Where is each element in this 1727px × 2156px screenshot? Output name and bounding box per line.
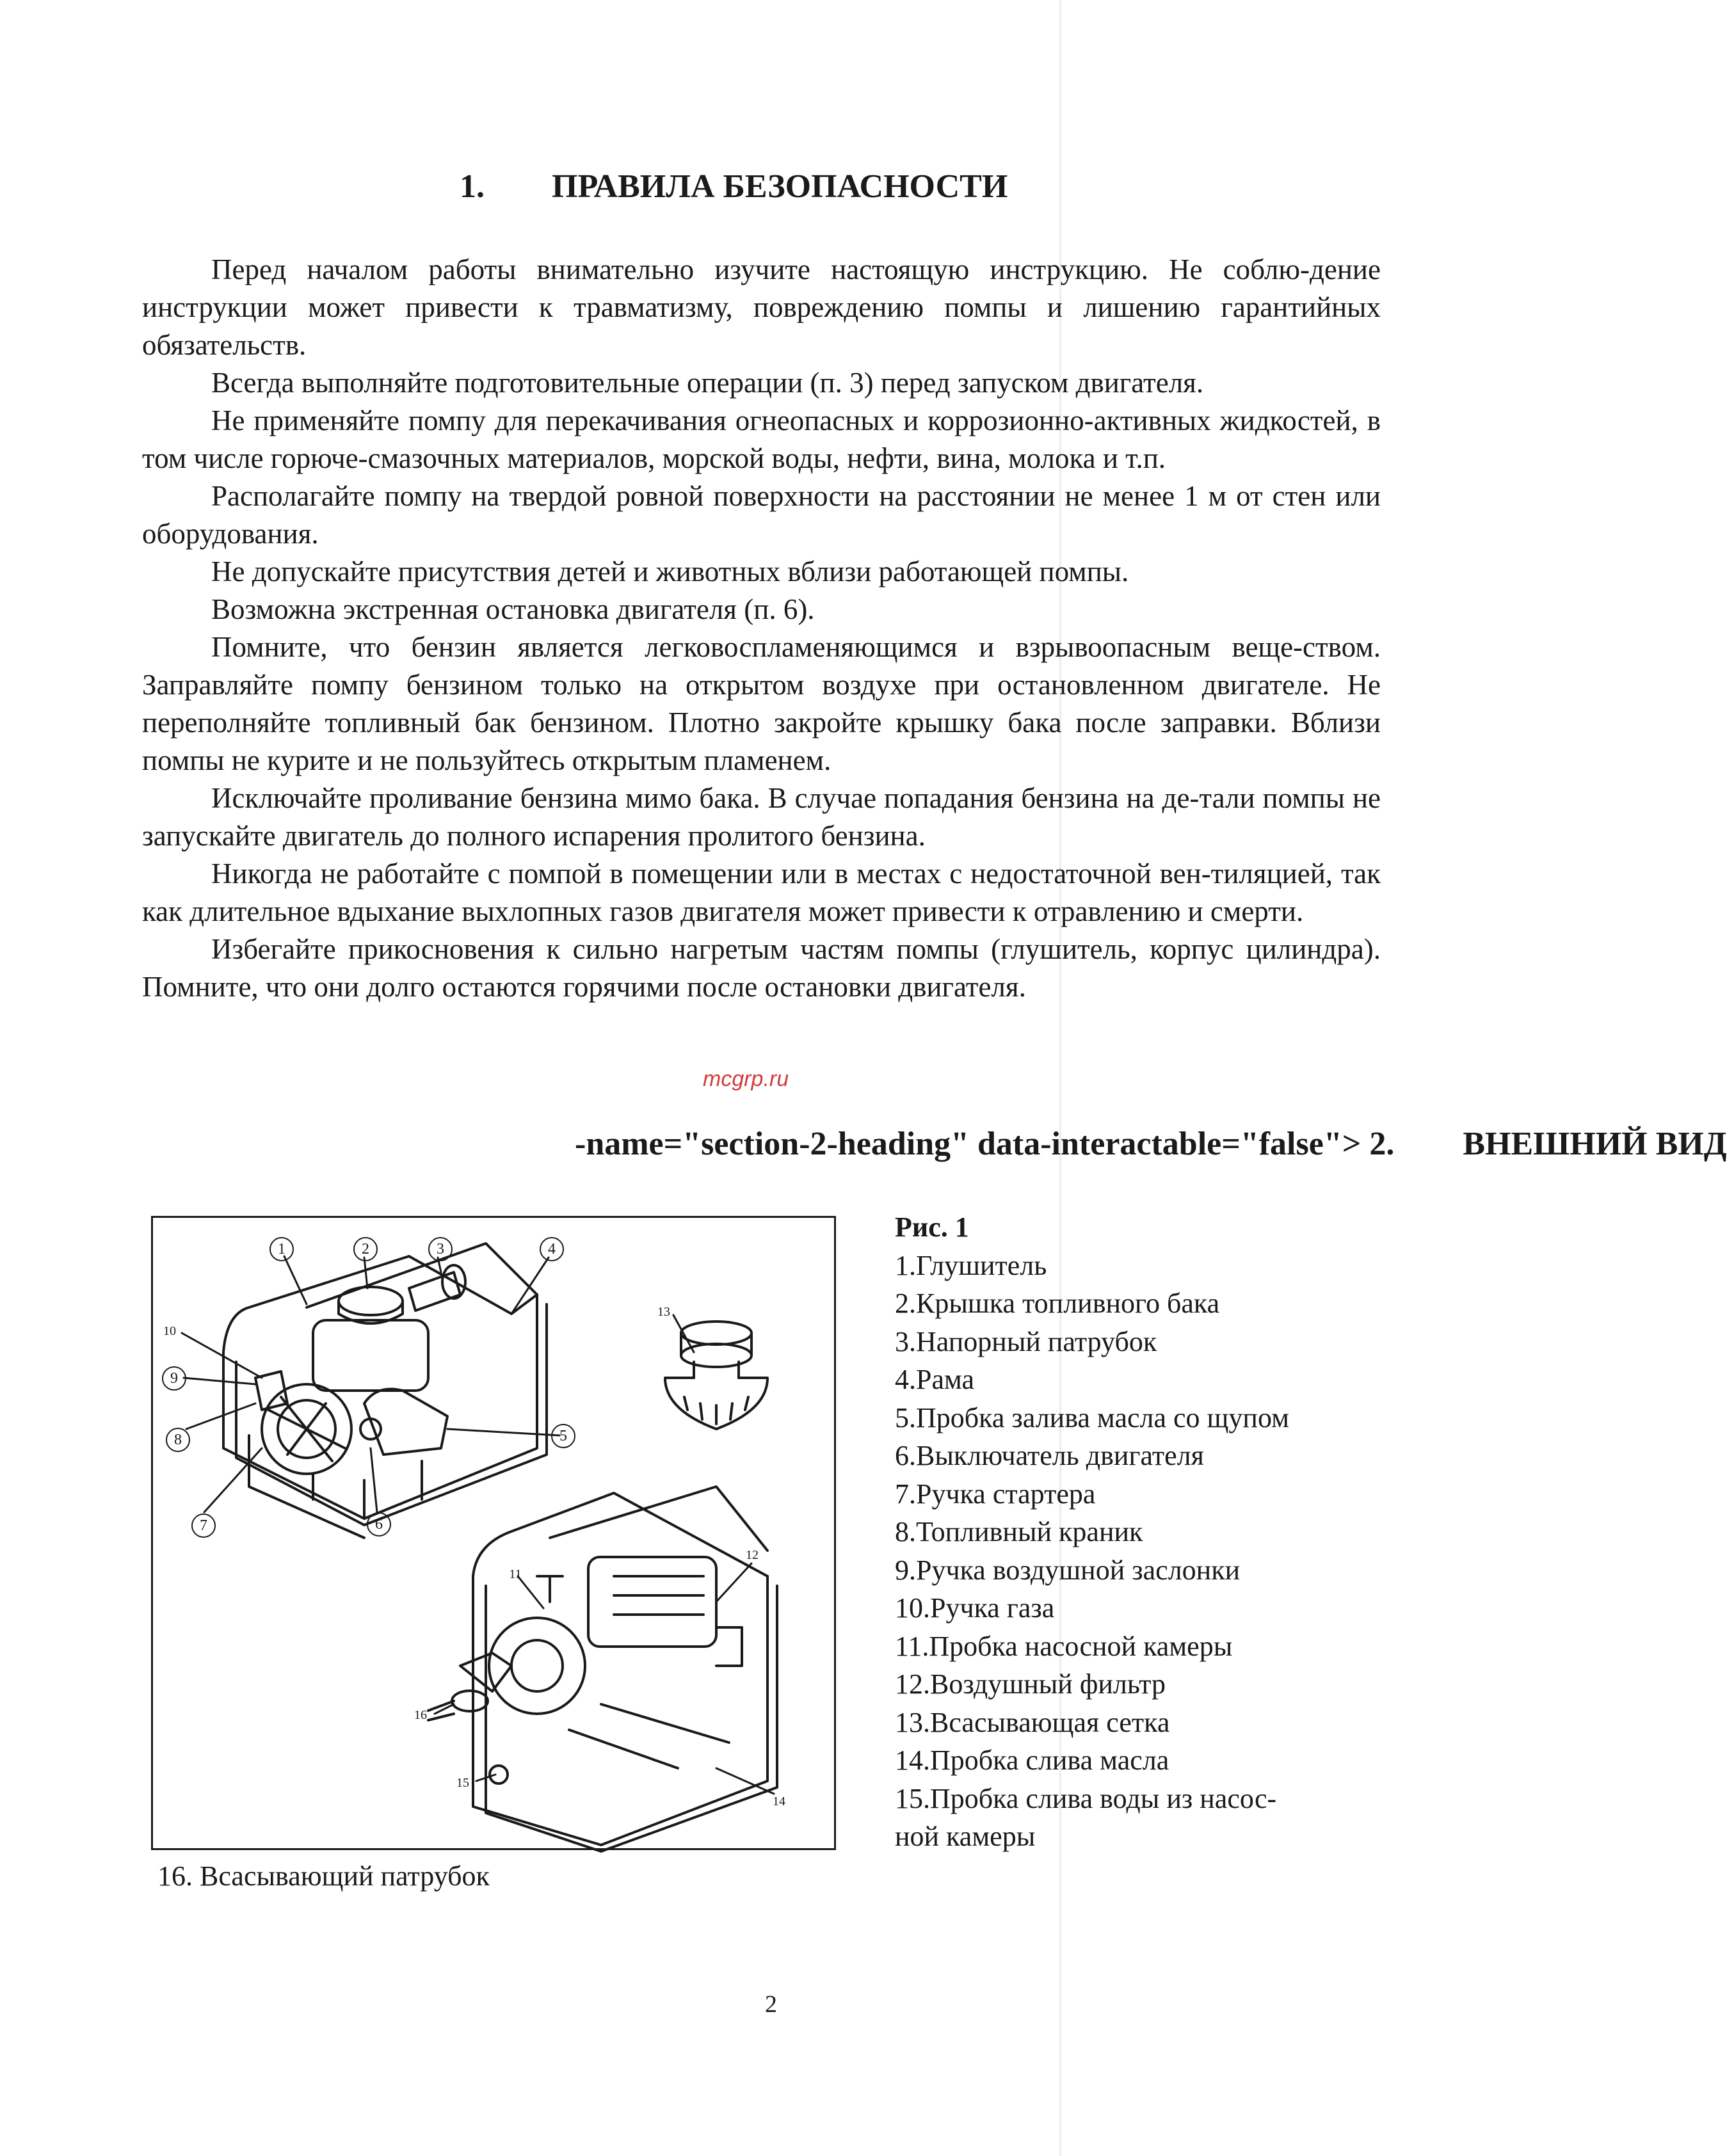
callout-9: 9 [162,1366,186,1391]
callout-16: 16 [414,1708,427,1722]
callout-1: 1 [269,1237,294,1261]
callout-14: 14 [773,1794,785,1809]
safety-rules-text [142,251,1381,1006]
legend-item: 1.Глушитель [895,1249,1047,1281]
paragraph: Исключайте проливание бензина мимо бака. В случае попадания бензина на де-тали помпы не запускайте двигатель до полного испарения пролитого бензина. [142,782,1381,852]
legend-item: 3.Напорный патрубок [895,1325,1157,1357]
legend-item: 10.Ручка газа [895,1592,1055,1624]
paragraph: Не применяйте помпу для перекачивания огнеопасных и коррозионно-активных жидкостей, в том числе горюче-смазочных материалов, морской воды, нефти, вина, молока и т.п. [142,404,1381,474]
legend-item: 12.Воздушный фильтр [895,1668,1166,1700]
section-2-title: ВНЕШНИЙ ВИД [1463,1126,1727,1162]
callout-12: 12 [746,1548,759,1562]
callout-5: 5 [551,1424,575,1448]
pump-rear-view [428,1487,777,1851]
legend-item: ной камеры [895,1821,1036,1852]
section-2-number: 2. [1369,1126,1395,1162]
legend-item: 6.Выключатель двигателя [895,1440,1204,1471]
pump-drawing [153,1218,834,1848]
callout-8: 8 [166,1428,190,1452]
paragraph: Никогда не работайте с помпой в помещении или в местах с недостаточной вен-тиляцией, так как длительное вдыхание выхлопных газов двигателя может привести к отравлению и смерти. [142,858,1381,927]
legend-item: 7.Ручка стартера [895,1478,1096,1510]
section-1-number: 1. [460,168,485,205]
legend-item: 15.Пробка слива воды из насос- [895,1782,1277,1814]
watermark: mcgrp.ru [703,1067,789,1091]
section-1-title: ПРАВИЛА БЕЗОПАСНОСТИ [552,168,1008,205]
legend-item: 2.Крышка топливного бака [895,1288,1220,1319]
paragraph: Перед началом работы внимательно изучите настоящую инструкцию. Не соблю-дение инструкции может привести к травматизму, повреждению помпы и лишению гарантийных обязательств. [142,253,1381,361]
figure-legend [895,1208,1394,1856]
legend-item: 4.Рама [895,1364,975,1395]
callout-15: 15 [456,1776,469,1790]
legend-item: 13.Всасывающая сетка [895,1706,1170,1738]
paragraph: Избегайте прикосновения к сильно нагретым частям помпы (глушитель, корпус цилиндра). Помните, что они долго остаются горячими после остановки двигателя. [142,933,1381,1003]
legend-item: 5.Пробка залива масла со щупом [895,1401,1289,1433]
section-1-heading [460,168,1008,205]
strainer-part [665,1322,767,1429]
callout-2: 2 [353,1237,378,1261]
legend-item: 11.Пробка насосной камеры [895,1630,1233,1662]
paragraph: Не допускайте присутствия детей и животных вблизи работающей помпы. [211,555,1129,587]
callout-6: 6 [367,1512,391,1537]
callout-11: 11 [509,1567,522,1581]
callout-10: 10 [163,1324,176,1338]
legend-item: 14.Пробка слива масла [895,1745,1169,1776]
pump-figure [151,1216,836,1850]
callout-4: 4 [540,1237,564,1261]
callout-3: 3 [428,1237,453,1261]
paragraph: Всегда выполняйте подготовительные операции (п. 3) перед запуском двигателя. [211,367,1204,399]
paragraph: Помните, что бензин является легковоспламеняющимся и взрывоопасным веще-ством. Заправляйте помпу бензином только на открытом воздухе при остановленном двигателе. Не переполняйте топливный бак бензином. Плотно закройте крышку бака после заправки. Вблизи помпы не курите и не пользуйтесь открытым пламенем. [142,631,1381,776]
figure-caption: Рис. 1 [895,1211,969,1243]
pump-front-view [223,1243,547,1538]
legend-item: 8.Топливный краник [895,1516,1143,1547]
callout-7: 7 [191,1513,216,1538]
paragraph: Располагайте помпу на твердой ровной поверхности на расстоянии не менее 1 м от стен или оборудования. [142,480,1381,550]
callout-leaders [182,1256,774,1794]
page-number: 2 [765,1991,777,2018]
legend-item-16: 16. Всасывающий патрубок [157,1860,490,1892]
paragraph: Возможна экстренная остановка двигателя (п. 6). [211,593,815,625]
legend-item: 9.Ручка воздушной заслонки [895,1554,1241,1586]
callout-13: 13 [657,1305,670,1319]
